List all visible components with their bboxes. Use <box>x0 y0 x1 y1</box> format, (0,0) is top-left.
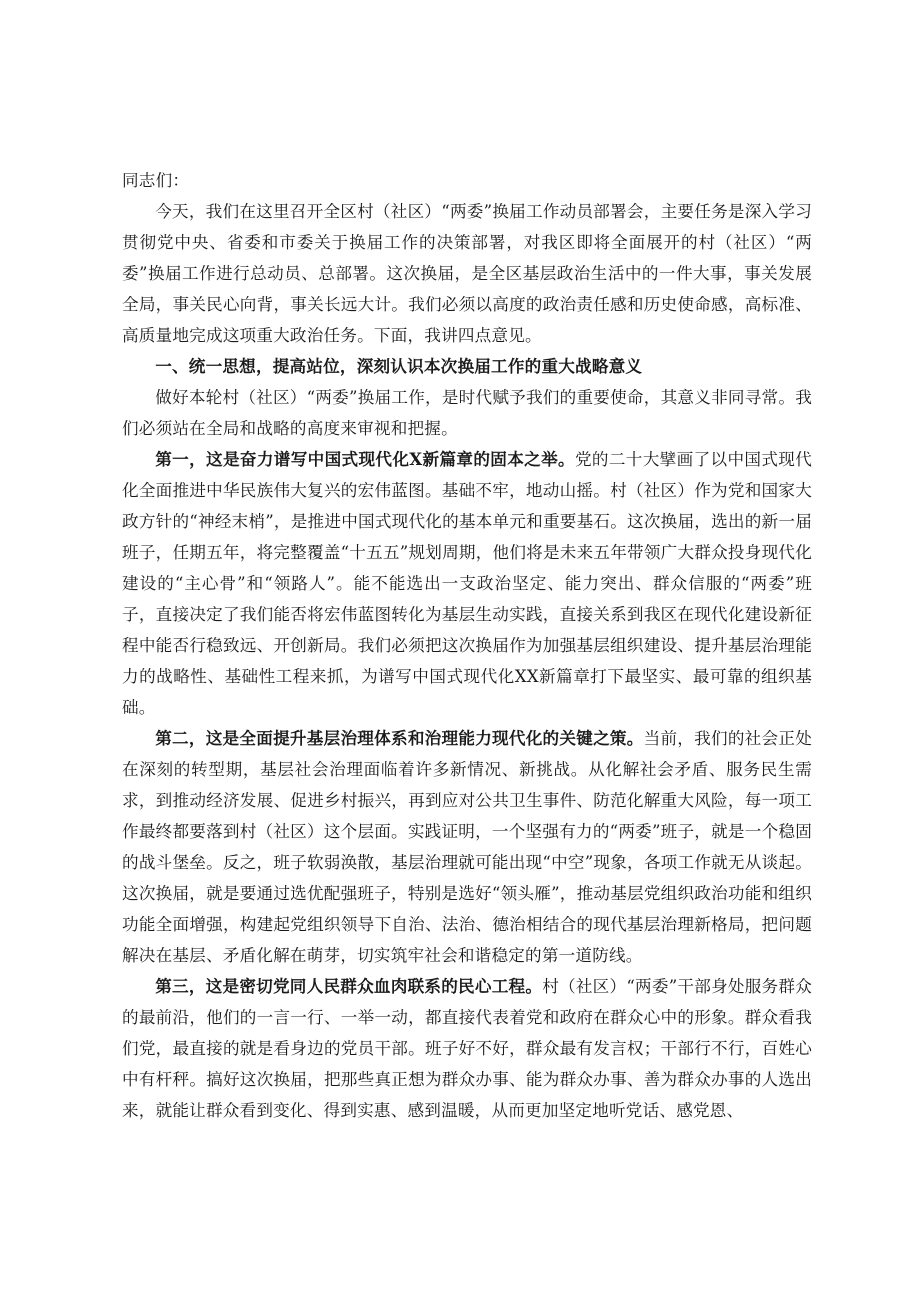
section-heading: 一、统一思想，提高站位，深刻认识本次换届工作的重大战略意义 <box>155 356 643 376</box>
point-one-lead: 第一，这是奋力谱写中国式现代化X新篇章的固本之举。 <box>155 449 575 469</box>
salutation: 同志们： <box>122 171 190 190</box>
point-two-lead: 第二，这是全面提升基层治理体系和治理能力现代化的关键之策。 <box>155 728 644 748</box>
document-body <box>122 165 812 1126</box>
point-two-body: 当前，我们的社会正处在深刻的转型期，基层社会治理面临着许多新情况、新挑战。从化解社会矛盾、服务民生需求，到推动经济发展、促进乡村振兴，再到应对公共卫生事件、防范化解重大风险，每一项工作最终都要落到村（社区）这个层面。实践证明，一个坚强有力的“两委”班子，就是一个稳固的战斗堡垒。反之，班子软弱涣散，基层治理就可能出现“中空”现象，各项工作就无从谈起。这次换届，就是要通过选优配强班子，特别是选好“领头雁”，推动基层党组织政治功能和组织功能全面增强，构建起党组织领导下自治、法治、德治相结合的现代基层治理新格局，把问题解决在基层、矛盾化解在萌芽，切实筑牢社会和谐稳定的第一道防线。 <box>122 729 812 965</box>
point-three-lead: 第三，这是密切党同人民群众血肉联系的民心工程。 <box>155 976 543 996</box>
point-three-body: 村（社区）“两委”干部身处服务群众的最前沿，他们的一言一行、一举一动，都直接代表着党和政府在群众心中的形象。群众看我们党，最直接的就是看身边的党员干部。班子好不好，群众最有发言权；干部行不行，百姓心中有杆秤。搞好这次换届，把那些真正想为群众办事、能为群众办事、善为群众办事的人选出来，就能让群众看到变化、得到实惠、感到温暖，从而更加坚定地听党话、感党恩、 <box>122 977 812 1120</box>
point-three-paragraph <box>122 971 812 1126</box>
section-intro-paragraph: 做好本轮村（社区）“两委”换届工作，是时代赋予我们的重要使命，其意义非同寻常。我们必须站在全局和战略的高度来审视和把握。 <box>122 388 812 438</box>
point-two-paragraph <box>122 723 812 971</box>
point-one-body: 党的二十大擘画了以中国式现代化全面推进中华民族伟大复兴的宏伟蓝图。基础不牢，地动山摇。村（社区）作为党和国家大政方针的“神经末梢”，是推进中国式现代化的基本单元和重要基石。这次换届，选出的新一届班子，任期五年，将完整覆盖“十五五”规划周期，他们将是未来五年带领广大群众投身现代化建设的“主心骨”和“领路人”。能不能选出一支政治坚定、能力突出、群众信服的“两委”班子，直接决定了我们能否将宏伟蓝图转化为基层生动实践，直接关系到我区在现代化建设新征程中能否行稳致远、开创新局。我们必须把这次换届作为加强基层组织建设、提升基层治理能力的战略性、基础性工程来抓，为谱写中国式现代化XX新篇章打下最坚实、最可靠的组织基础。 <box>122 450 812 717</box>
intro-paragraph: 今天，我们在这里召开全区村（社区）“两委”换届工作动员部署会，主要任务是深入学习贯彻党中央、省委和市委关于换届工作的决策部署，对我区即将全面展开的村（社区）“两委”换届工作进行总动员、总部署。这次换届，是全区基层政治生活中的一件大事，事关发展全局，事关民心向背，事关长远大计。我们必须以高度的政治责任感和历史使命感，高标准、高质量地完成这项重大政治任务。下面，我讲四点意见。 <box>122 202 812 345</box>
point-one-paragraph <box>122 444 812 723</box>
